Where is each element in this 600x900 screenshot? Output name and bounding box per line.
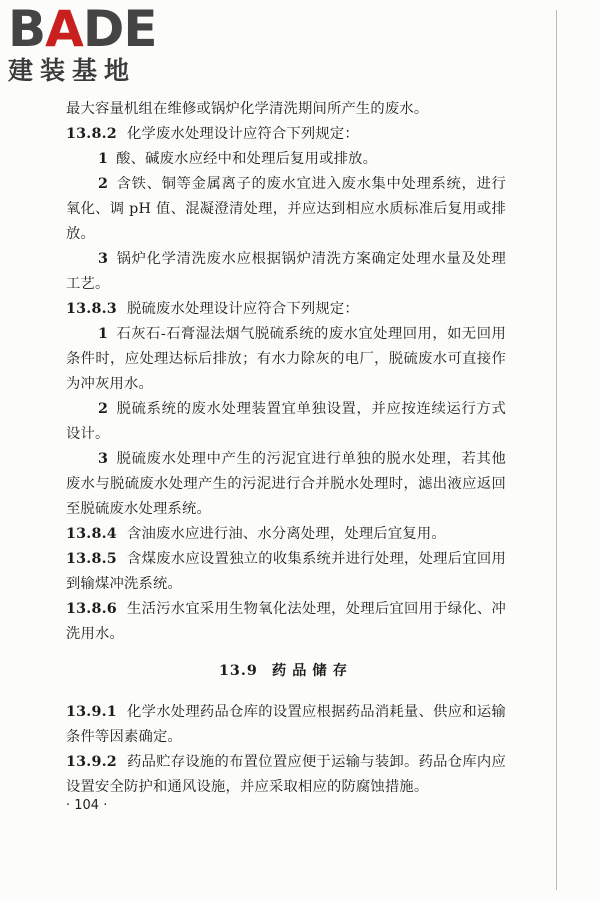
clause-text: 含煤废水应设置独立的收集系统并进行处理，处理后宜回用到输煤冲洗系统。 [66, 551, 506, 592]
section-number: 13.9 [218, 663, 258, 679]
carryover-paragraph: 最大容量机组在维修或锅炉化学清洗期间所产生的废水。 [66, 101, 429, 117]
clause-text: 化学废水处理设计应符合下列规定： [126, 126, 359, 142]
clause-number: 13.8.5 [66, 551, 117, 567]
list-item: 2 含铁、铜等金属离子的废水宜进入废水集中处理系统，进行氧化、调 pH 值、混凝澄清处理，并应达到相应水质标准后复用或排放。 [66, 176, 506, 242]
clause-text: 生活污水宜采用生物氧化法处理，处理后宜回用于绿化、冲洗用水。 [66, 601, 506, 642]
clause-number: 13.8.3 [66, 301, 117, 317]
clause-text: 脱硫废水处理设计应符合下列规定： [126, 301, 359, 317]
clause-number: 13.8.4 [66, 526, 117, 542]
logo-wordmark: B A DE [8, 0, 157, 58]
section-title: 药品储存 [271, 663, 353, 679]
clause-number: 13.8.2 [66, 126, 117, 142]
clause-13-8-2 [66, 122, 506, 147]
clause-number: 13.9.2 [66, 754, 117, 770]
bade-logo [8, 0, 178, 94]
clause-13-8-3 [66, 297, 506, 322]
clause-number: 13.9.1 [66, 704, 117, 720]
clause-text: 药品贮存设施的布置位置应便于运输与装卸。药品仓库内应设置安全防护和通风设施，并应采取相应的防腐蚀措施。 [66, 754, 506, 795]
list-item: 1 石灰石-石膏湿法烟气脱硫系统的废水宜处理回用，如无回用条件时，应处理达标后排放；有水力除灰的电厂，脱硫废水可直接作为冲灰用水。 [66, 326, 506, 392]
clause-13-9-1 [66, 700, 506, 750]
clause-13-8-6 [66, 597, 506, 647]
list-item: 3 脱硫废水处理中产生的污泥宜进行单独的脱水处理，若其他废水与脱硫废水处理产生的污泥进行合并脱水处理时，滤出液应返回至脱硫废水处理系统。 [66, 451, 506, 517]
page-edge-line [556, 10, 557, 890]
list-item: 3 锅炉化学清洗废水应根据锅炉清洗方案确定处理水量及处理工艺。 [66, 251, 506, 292]
clause-text: 化学水处理药品仓库的设置应根据药品消耗量、供应和运输条件等因素确定。 [66, 704, 506, 745]
clause-number: 13.8.6 [66, 601, 117, 617]
section-heading [66, 659, 506, 684]
list-item: 2 脱硫系统的废水处理装置宜单独设置，并应按连续运行方式设计。 [66, 401, 506, 442]
clause-13-9-2 [66, 750, 506, 800]
logo-subtitle: 建装基地 [8, 56, 137, 85]
list-item: 1 酸、碱废水应经中和处理后复用或排放。 [98, 151, 378, 167]
page-number: · 104 · [66, 798, 108, 813]
clause-text: 含油废水应进行油、水分离处理，处理后宜复用。 [126, 526, 446, 542]
clause-13-8-4 [66, 522, 506, 547]
document-body [66, 97, 506, 800]
clause-13-8-5 [66, 547, 506, 597]
